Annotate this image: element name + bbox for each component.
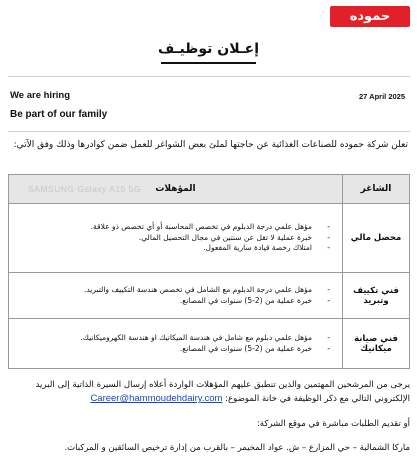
table-row xyxy=(9,319,410,369)
company-logo: حموده xyxy=(330,6,410,27)
qualification-item: - امتلاك رخصة قيادة سارية المفعول. xyxy=(13,243,334,254)
vacancies-table xyxy=(8,174,410,369)
instructions-line-1: يرجى من المرشحين المهتمين والذين تنطبق عليهم المؤهلات الواردة أعلاه إرسال السيرة الذاتية إلى البريد xyxy=(35,380,410,390)
table-row xyxy=(9,204,410,273)
intro-text: تعلن شركة حموده للصناعات الغذائية عن حاجتها لملئ بعض الشواغر للعمل ضمن كوادرها وذلك وفق الآتي: xyxy=(13,140,408,150)
title-underline xyxy=(161,62,256,64)
qualifications-cell xyxy=(9,319,343,369)
qualification-item: - مؤهل علمي درجة الدبلوم مع الشامل في تخصص هندسة التكييف والتبريد. xyxy=(13,285,334,296)
instructions-line-2-text: الإلكتروني التالي مع ذكر الوظيفة في خانة الموضوع: xyxy=(225,394,410,404)
announcement-date: 27 April 2025 xyxy=(359,92,405,101)
qualification-item: - خبرة عملية من (2-5) سنوات في المصانع. xyxy=(13,296,334,307)
career-email-link[interactable]: Career@hammoudehdairy.com xyxy=(90,393,223,404)
role-cell: محصل مالي xyxy=(343,204,410,273)
role-cell: فني تكييف وتبريد xyxy=(343,273,410,319)
qualification-item: - مؤهل علمي دبلوم مع شامل في هندسة الميكانيك او هندسة الكهروميكانيك. xyxy=(13,333,334,344)
qualification-item: - مؤهل علمي درجة الدبلوم في تخصص المحاسبة أو أي تخصص ذو علاقة. xyxy=(13,222,334,233)
onsite-application-text: أو تقديم الطلبات مباشرة في موقع الشركة: xyxy=(256,419,410,429)
divider-mid xyxy=(8,131,410,132)
hiring-label: We are hiring xyxy=(10,90,71,101)
application-instructions xyxy=(10,379,410,406)
instructions-line-2 xyxy=(10,392,410,406)
role-cell: فني صيانة ميكانيك xyxy=(343,319,410,369)
camera-watermark: SAMSUNG Galaxy A15 5G xyxy=(28,184,142,194)
header-role: الشاغر xyxy=(343,175,410,204)
qualification-item: - خبرة عملية من (2-5) سنوات في المصانع. xyxy=(13,344,334,355)
company-address: ماركا الشمالية – حي المزارع – ش. عواد المخيمر – بالقرب من إدارة ترخيص السائقين و المركبات. xyxy=(64,443,410,453)
tagline: Be part of our family xyxy=(10,109,108,120)
page-title: إعـلان توظيـف xyxy=(158,41,259,57)
table-row xyxy=(9,273,410,319)
header-qualifications: المؤهلات xyxy=(9,175,343,204)
divider-top xyxy=(8,76,410,77)
qualification-item: - خبرة عملية لا تقل عن سنتين في مجال التحصيل المالي. xyxy=(13,233,334,244)
qualifications-cell xyxy=(9,204,343,273)
qualifications-cell xyxy=(9,273,343,319)
